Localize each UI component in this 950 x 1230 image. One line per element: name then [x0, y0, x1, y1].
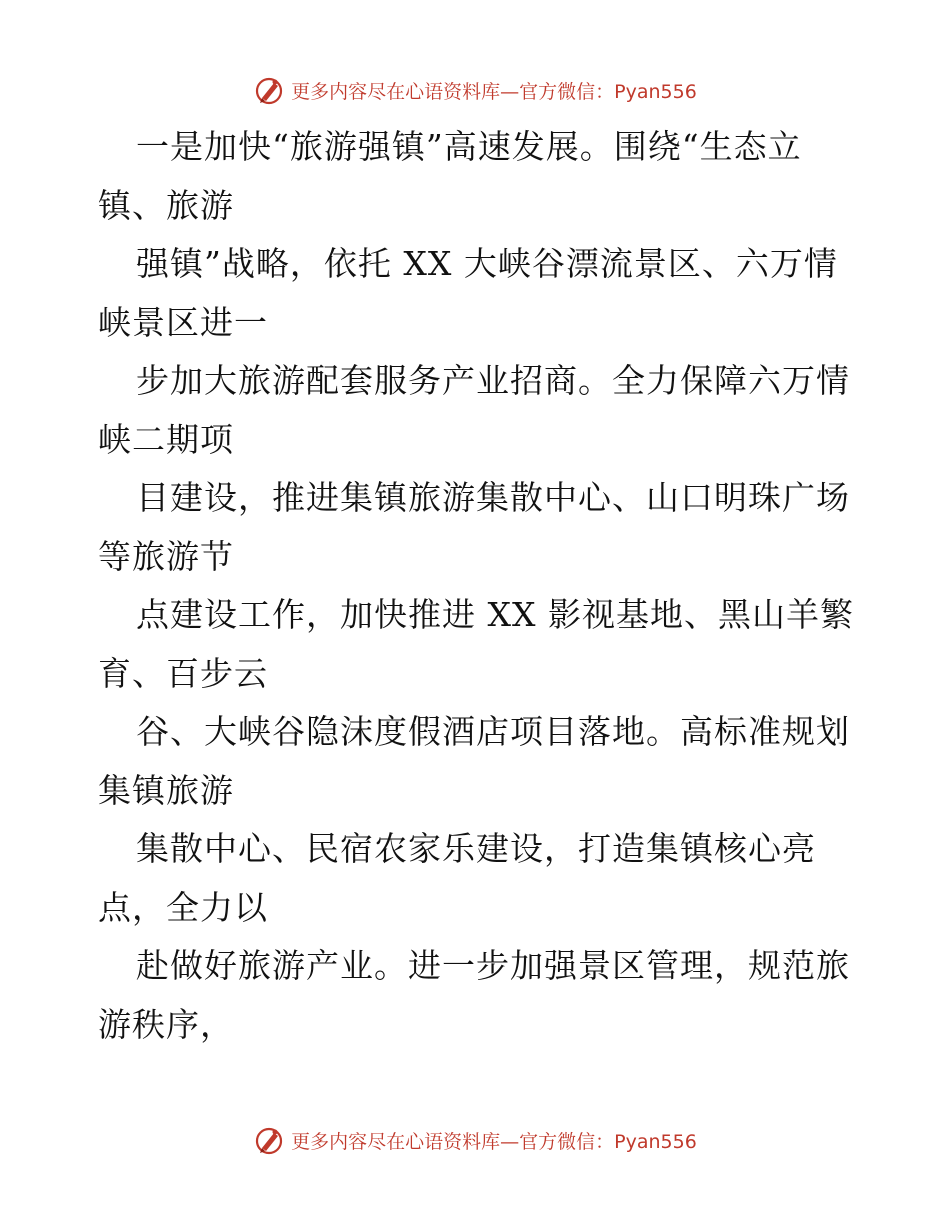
body-line: 育、百步云	[98, 653, 268, 693]
body-line: 集镇旅游	[98, 770, 234, 810]
footer-banner	[0, 1120, 950, 1160]
body-line: 赴做好旅游产业。进一步加强景区管理，规范旅	[136, 946, 850, 985]
body-line: 点，全力以	[98, 887, 268, 927]
banner-wechat-text: 官方微信：Pyan556	[519, 1130, 697, 1153]
body-line: 峡二期项	[98, 419, 234, 459]
body-line: 点建设工作，加快推进 XX 影视基地、黑山羊繁	[136, 595, 854, 634]
body-line: 集散中心、民宿农家乐建设，打造集镇核心亮	[136, 829, 816, 868]
body-line: 谷、大峡谷隐沫度假酒店项目落地。高标准规划	[136, 712, 850, 751]
document-body	[98, 118, 868, 1054]
pen-nib-logo-icon	[253, 1124, 285, 1156]
body-line: 峡景区进一	[98, 302, 268, 342]
header-banner	[0, 70, 950, 110]
body-line: 等旅游节	[98, 536, 234, 576]
banner-main-text: 更多内容尽在心语资料库—	[291, 1130, 520, 1153]
body-line: 步加大旅游配套服务产业招商。全力保障六万情	[136, 361, 850, 400]
body-line: 目建设，推进集镇旅游集散中心、山口明珠广场	[136, 478, 850, 517]
banner-wechat-text: 官方微信：Pyan556	[519, 80, 697, 103]
banner-main-text: 更多内容尽在心语资料库—	[291, 80, 520, 103]
pen-nib-logo-icon	[253, 74, 285, 106]
body-line: 强镇”战略，依托 XX 大峡谷漂流景区、六万情	[136, 244, 838, 283]
body-line: 游秩序，	[98, 1004, 234, 1044]
body-line: 一是加快“旅游强镇”高速发展。围绕“生态立	[136, 127, 802, 166]
body-line: 镇、旅游	[98, 185, 234, 225]
